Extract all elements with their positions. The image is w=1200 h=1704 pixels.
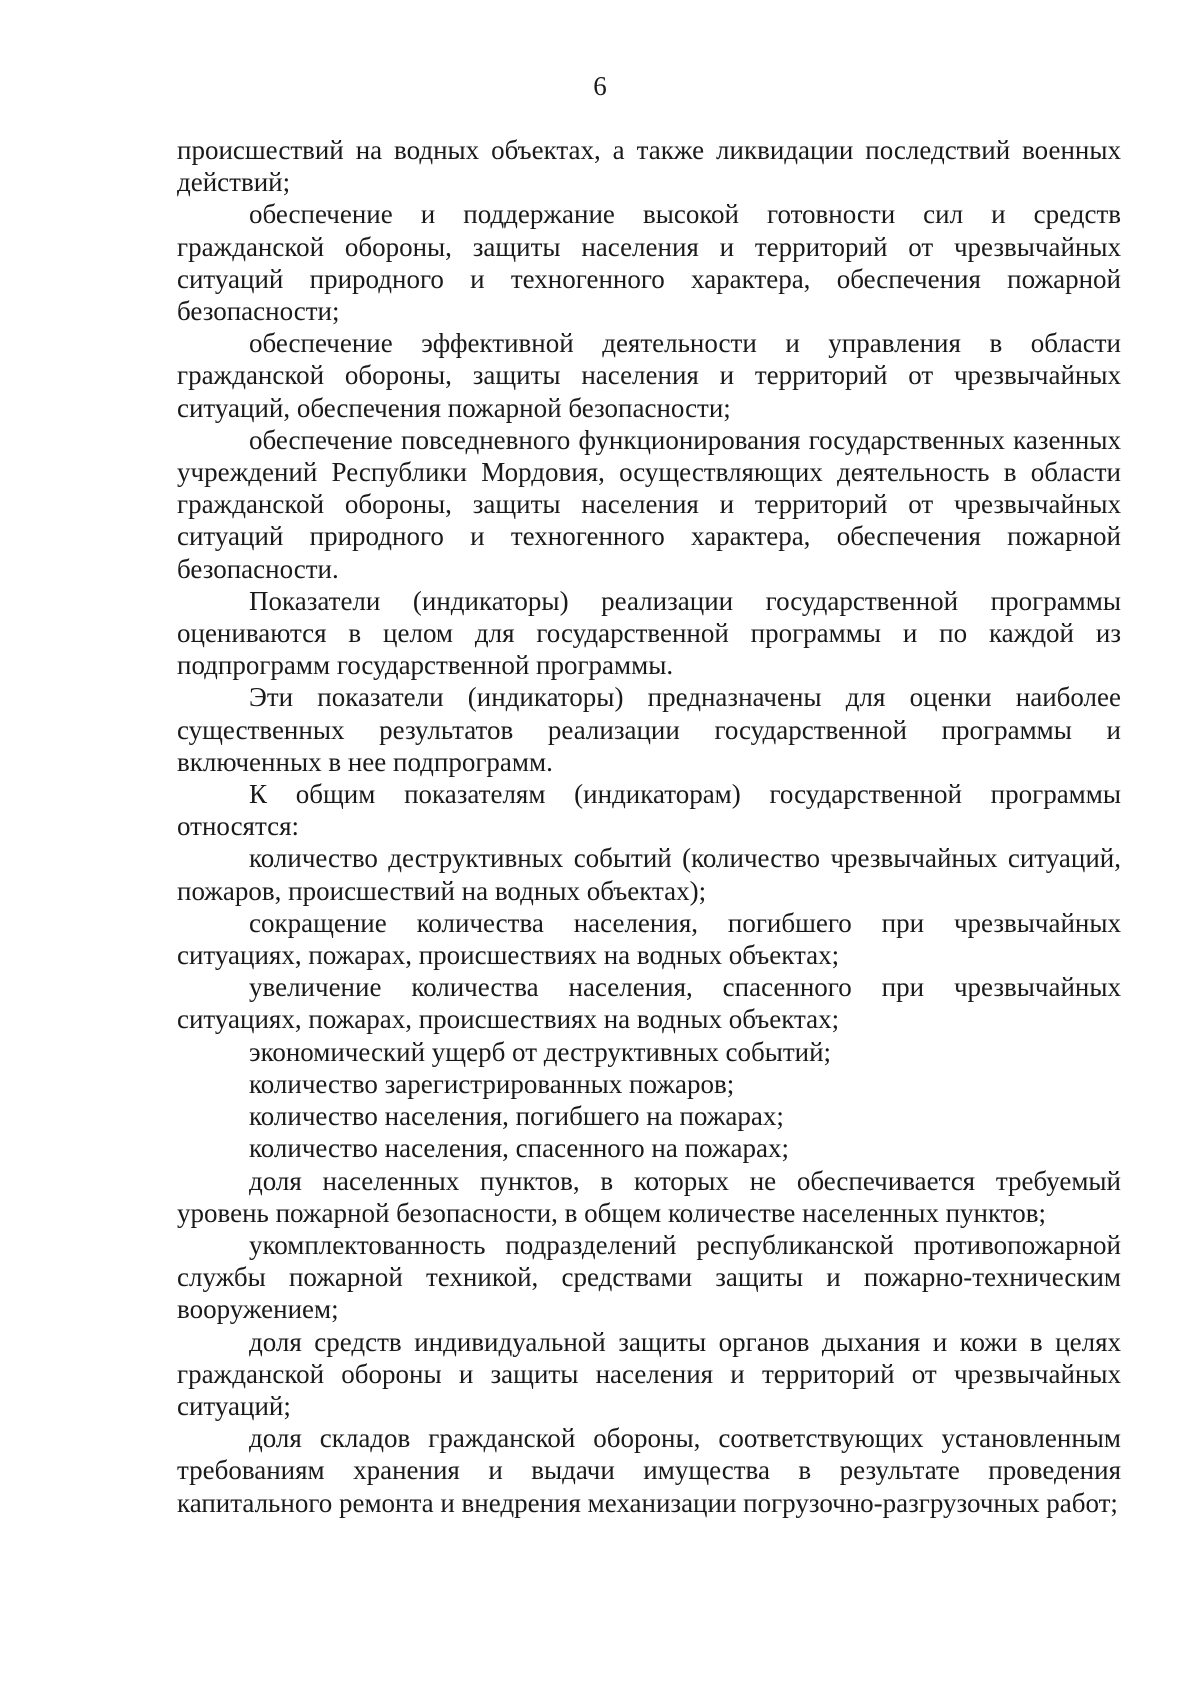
paragraph: обеспечение и поддержание высокой готовности сил и средств гражданской обороны, защиты населения и территорий от чрезвычайных ситуаций природного и техногенного характера, обеспечения пожарной безопасности;: [177, 199, 1121, 327]
indicator-item: количество деструктивных событий (количество чрезвычайных ситуаций, пожаров, происшествий на водных объектах);: [177, 843, 1121, 906]
indicator-item: доля средств индивидуальной защиты органов дыхания и кожи в целях гражданской обороны и защиты населения и территорий от чрезвычайных ситуаций;: [177, 1326, 1121, 1421]
page-number: 6: [593, 71, 607, 101]
indicator-item: доля населенных пунктов, в которых не обеспечивается требуемый уровень пожарной безопасности, в общем количестве населенных пунктов;: [177, 1165, 1121, 1228]
indicator-item: укомплектованность подразделений республиканской противопожарной службы пожарной техникой, средствами защиты и пожарно-техническим вооружением;: [177, 1229, 1121, 1325]
paragraph: обеспечение повседневного функционирования государственных казенных учреждений Республики Мордовия, осуществляющих деятельность в области гражданской обороны, защиты населения и территорий от чрезвычайных ситуаций природного и техногенного характера, обеспечения пожарной безопасности.: [177, 424, 1121, 584]
indicator-item: экономический ущерб от деструктивных событий;: [249, 1036, 832, 1067]
indicator-item: увеличение количества населения, спасенного при чрезвычайных ситуациях, пожарах, происшествиях на водных объектах;: [177, 972, 1121, 1035]
indicator-item: количество населения, спасенного на пожарах;: [249, 1133, 789, 1164]
paragraph: обеспечение эффективной деятельности и управления в области гражданской обороны, защиты населения и территорий от чрезвычайных ситуаций, обеспечения пожарной безопасности;: [177, 328, 1121, 423]
indicator-item: сокращение количества населения, погибшего при чрезвычайных ситуациях, пожарах, происшествиях на водных объектах;: [177, 907, 1121, 971]
indicator-item: количество зарегистрированных пожаров;: [249, 1068, 735, 1099]
paragraph: Показатели (индикаторы) реализации государственной программы оцениваются в целом для государственной программы и по каждой из подпрограмм государственной программы.: [177, 585, 1121, 681]
paragraph: К общим показателям (индикаторам) государственной программы относятся:: [177, 779, 1121, 842]
document-body: [177, 134, 1121, 1519]
paragraph: Эти показатели (индикаторы) предназначены для оценки наиболее существенных результатов реализации государственной программы и включенных в нее подпрограмм.: [177, 682, 1121, 777]
indicator-item: количество населения, погибшего на пожарах;: [249, 1101, 784, 1132]
indicator-item: доля складов гражданской обороны, соответствующих установленным требованиям хранения и выдачи имущества в результате проведения капитального ремонта и внедрения механизации погрузочно-разгрузочных работ;: [177, 1423, 1121, 1518]
paragraph-continuation: происшествий на водных объектах, а также ликвидации последствий военных действий;: [177, 135, 1121, 198]
